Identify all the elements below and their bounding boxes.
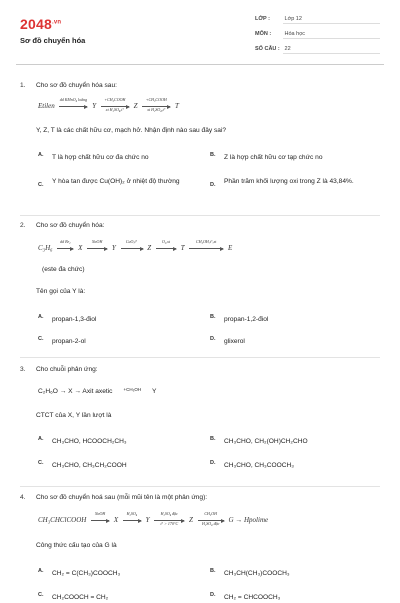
question-separator	[20, 486, 380, 487]
option-text: propan-2-ol	[52, 338, 86, 345]
option-text: Z là hợp chất hữu cơ tạp chức no	[224, 154, 323, 161]
header	[0, 0, 400, 64]
option-text: T là hợp chất hữu cơ đa chức no	[52, 154, 149, 161]
option-letter: C.	[38, 336, 44, 342]
option-text: propan-1,3-điol	[52, 316, 97, 323]
question-3	[20, 366, 380, 486]
question-separator	[20, 215, 380, 216]
question-text: Y, Z, T là các chất hữu cơ, mạch hở. Nhận định nào sau đây sai?	[36, 127, 227, 134]
meta-value: Lớp 12	[284, 16, 302, 22]
scheme-note: (este đa chức)	[42, 266, 85, 273]
meta-row-subject	[255, 31, 380, 37]
meta-row-count	[255, 46, 380, 52]
brand-suffix: .vn	[51, 19, 62, 26]
option-letter: C.	[38, 460, 44, 466]
option-letter: C.	[38, 592, 44, 598]
meta-value: 22	[284, 46, 291, 52]
question-text: Tên gọi của Y là:	[36, 288, 86, 295]
option-text: CH₃CHO, CH₂(OH)CH₂CHO	[224, 438, 308, 445]
option-letter: B.	[210, 568, 216, 574]
question-prompt: Cho sơ đồ chuyển hóa:	[36, 222, 105, 229]
option-letter: A.	[38, 152, 44, 158]
question-separator	[20, 357, 380, 358]
header-divider	[16, 64, 384, 65]
question-number: 3.	[20, 366, 26, 373]
brand-logo[interactable]	[20, 16, 61, 32]
option-letter: D.	[210, 336, 216, 342]
option-letter: D.	[210, 592, 216, 598]
question-prompt: Cho sơ đồ chuyển hóa sau:	[36, 82, 117, 89]
option-text: CH₃CHO, HCOOCH₂CH₃	[52, 438, 127, 445]
option-letter: B.	[210, 436, 216, 442]
option-text: CH₃CHO, CH₃COOCH₃	[224, 462, 294, 469]
question-text: CTCT của X, Y lần lượt là	[36, 412, 112, 419]
question-number: 1.	[20, 82, 26, 89]
question-prompt: Cho chuỗi phản ứng:	[36, 366, 98, 373]
question-text: Công thức cấu tạo của G là	[36, 542, 117, 549]
option-letter: A.	[38, 436, 44, 442]
option-text: CH₂ = C(CH₃)COOCH₃	[52, 570, 121, 577]
question-number: 4.	[20, 494, 26, 501]
option-letter: A.	[38, 568, 44, 574]
option-text: Phần trăm khối lượng oxi trong Z là 43,84%.	[224, 178, 354, 185]
option-letter: B.	[210, 314, 216, 320]
option-text: propan-1,2-điol	[224, 316, 269, 323]
meta-label: SỐ CÂU :	[255, 46, 280, 52]
meta-value: Hóa học	[284, 31, 306, 37]
meta-label: MÔN :	[255, 31, 272, 37]
meta-row-class	[255, 16, 380, 22]
option-text: Y hòa tan được Cu(OH)₂ ở nhiệt độ thường	[52, 178, 180, 185]
question-number: 2.	[20, 222, 26, 229]
question-4	[20, 494, 380, 600]
question-2	[20, 222, 380, 357]
reaction-scheme: C₃H₆ dd Br₂ X NaOH Y CuO,t° Z O₂,xt T CH₃OH,t°,xt E	[38, 239, 233, 252]
option-letter: B.	[210, 152, 216, 158]
option-text: CH₃CHO, CH₃CH₂COOH	[52, 462, 127, 469]
reaction-chain: C₂H₆O → X → Axit axetic +CH₃OH Y	[38, 387, 157, 395]
question-prompt: Cho sơ đồ chuyển hoá sau (mỗi mũi tên là một phản ứng):	[36, 494, 208, 501]
option-letter: A.	[38, 314, 44, 320]
option-text: CH₂COOCH = CH₂	[52, 594, 109, 601]
question-1	[20, 82, 380, 212]
option-letter: C.	[38, 182, 44, 188]
option-letter: D.	[210, 460, 216, 466]
option-letter: D.	[210, 182, 216, 188]
option-text: CH₂ = CHCOOCH₃	[224, 594, 281, 601]
brand-name: 2048	[20, 16, 52, 32]
reaction-scheme: Etilen dd KMnO₄ loãng Y +CH₃COOH xt H₂SO₄,t° Z +CH₃COOH xt H₂SO₄,t° T	[38, 97, 179, 112]
reaction-scheme: CH₃CHClCOOH NaOH X H₂SO₄ Y H₂SO₄ đặc t° > 170°C Z CH₃OH H₂SO₄ đặc G → Hpolime	[38, 511, 269, 526]
option-text: glixerol	[224, 338, 245, 345]
page-title: Sơ đồ chuyển hóa	[20, 36, 86, 45]
option-text: CH₃CH(CH₃)COOCH₃	[224, 570, 290, 577]
meta-label: LỚP :	[255, 16, 270, 22]
